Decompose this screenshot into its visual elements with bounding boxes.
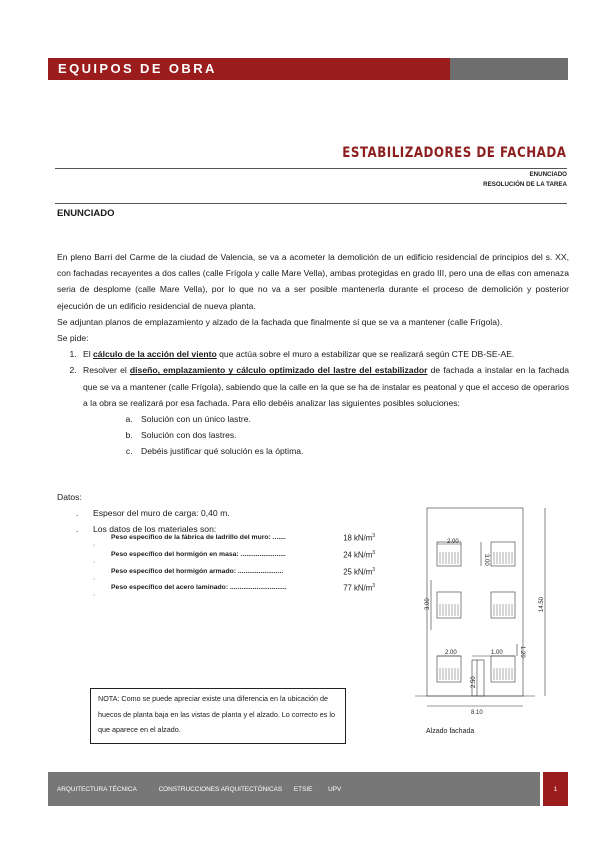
material-row: · Peso específico del hormigón en masa: ........................ 24 $kN/m^3$ xyxy=(93,550,375,566)
dim-label: 2.50 xyxy=(471,676,477,688)
divider xyxy=(55,203,567,204)
material-row: · Peso específico de la fábrica de ladrillo del muro: ....... 18 $kN/m^3$ xyxy=(93,533,375,549)
emphasis: diseño, emplazamiento y cálculo optimizado del lastre del estabilizador xyxy=(129,365,428,376)
requirements-list xyxy=(57,346,569,459)
footer-item: UPV xyxy=(328,786,342,793)
options-list xyxy=(83,411,569,460)
divider xyxy=(55,168,567,169)
dim-label: 8.10 xyxy=(471,710,483,716)
bullet-icon: . xyxy=(76,524,79,534)
header-band-accent xyxy=(450,58,568,80)
header-title: EQUIPOS DE OBRA xyxy=(58,61,217,76)
toc-item-enunciado[interactable]: ENUNCIADO xyxy=(529,171,567,178)
data-item: . Espesor del muro de carga: 0,40 m. xyxy=(76,508,230,518)
emphasis: cálculo de la acción del viento xyxy=(93,349,217,360)
dim-label: 1.20 xyxy=(519,646,525,658)
statement-body xyxy=(57,249,569,460)
paragraph: Se pide: xyxy=(57,333,89,344)
paragraph: Se adjuntan planos de emplazamiento y alzado de la fachada que finalmente sí que se va a mantener (calle Frígola). xyxy=(57,316,503,327)
data-heading: Datos: xyxy=(57,492,82,502)
dim-label: 2.00 xyxy=(445,650,457,656)
facade-elevation-figure xyxy=(415,500,555,720)
page-title: ESTABILIZADORES DE FACHADA xyxy=(341,145,566,161)
dim-label: 2.00 xyxy=(447,539,459,545)
facade-outline xyxy=(427,508,523,696)
paragraph: En pleno Barri del Carme de la ciudad de Valencia, se va a acometer la demolición de un edificio residencial de principios del s. XX, con fachadas recayentes a dos calles (calle Frígola y calle Mare Vella), ambas protegidas en grado III, pero una de ellas con amenaza seria de desplome (calle Mare Vella), por lo que no va a ser posible mantenerla durante el proceso de demolición y posterior ejecución de un edificio residencial de nueva planta. xyxy=(57,252,569,311)
material-row: · Peso específico del acero laminado: .............................. 77 $kN/m^3$ xyxy=(93,583,375,599)
material-row: · Peso específico del hormigón armado: ........................ 25 $kN/m^3$ xyxy=(93,567,375,583)
dim-label: 1.00 xyxy=(491,650,503,656)
figure-caption: Alzado fachada xyxy=(426,728,475,735)
toc-item-resolucion[interactable]: RESOLUCIÓN DE LA TAREA xyxy=(483,181,567,188)
dim-label: 3.00 xyxy=(425,598,431,610)
footer-item: ARQUITECTURA TÉCNICA xyxy=(57,786,137,793)
section-heading: ENUNCIADO xyxy=(57,208,115,219)
list-item: a. Solución con un único lastre. xyxy=(135,411,569,427)
data-item: . Los datos de los materiales son: xyxy=(76,524,217,534)
dim-label: 14.50 xyxy=(539,596,545,612)
list-item: 1. El cálculo de la acción del viento que actúa sobre el muro a estabilizar que se realizará según CTE DB-SE-AE. xyxy=(79,346,569,362)
bullet-icon: . xyxy=(76,508,79,518)
list-item: 2. Resolver el diseño, emplazamiento y cálculo optimizado del lastre del estabilizador de fachada a instalar en la fachada que se va a mantener (calle Frígola), sabiendo que la calle en la que se ha de instalar es peatonal y que el acceso de operarios a la obra se realizará por esa fachada. Para ello debéis analizar las siguientes posibles soluciones: a. Solución con un único lastre. b. Solución con dos lastres. c. Debéis justificar qué solución es la óptima. xyxy=(79,362,569,459)
footer-item: CONSTRUCCIONES ARQUITECTÓNICAS xyxy=(158,786,283,793)
page-number: 1 xyxy=(553,786,558,793)
footer-item: ETSIE xyxy=(293,786,313,793)
footer-text xyxy=(57,786,361,793)
list-item: c. Debéis justificar qué solución es la óptima. xyxy=(135,443,569,459)
list-item: b. Solución con dos lastres. xyxy=(135,427,569,443)
note-box: NOTA: Como se puede apreciar existe una diferencia en la ubicación de huecos de planta baja en las vistas de planta y el alzado. Lo correcto es lo que aparece en el alzado. xyxy=(90,688,346,744)
dim-label: 3.00 xyxy=(483,554,489,566)
